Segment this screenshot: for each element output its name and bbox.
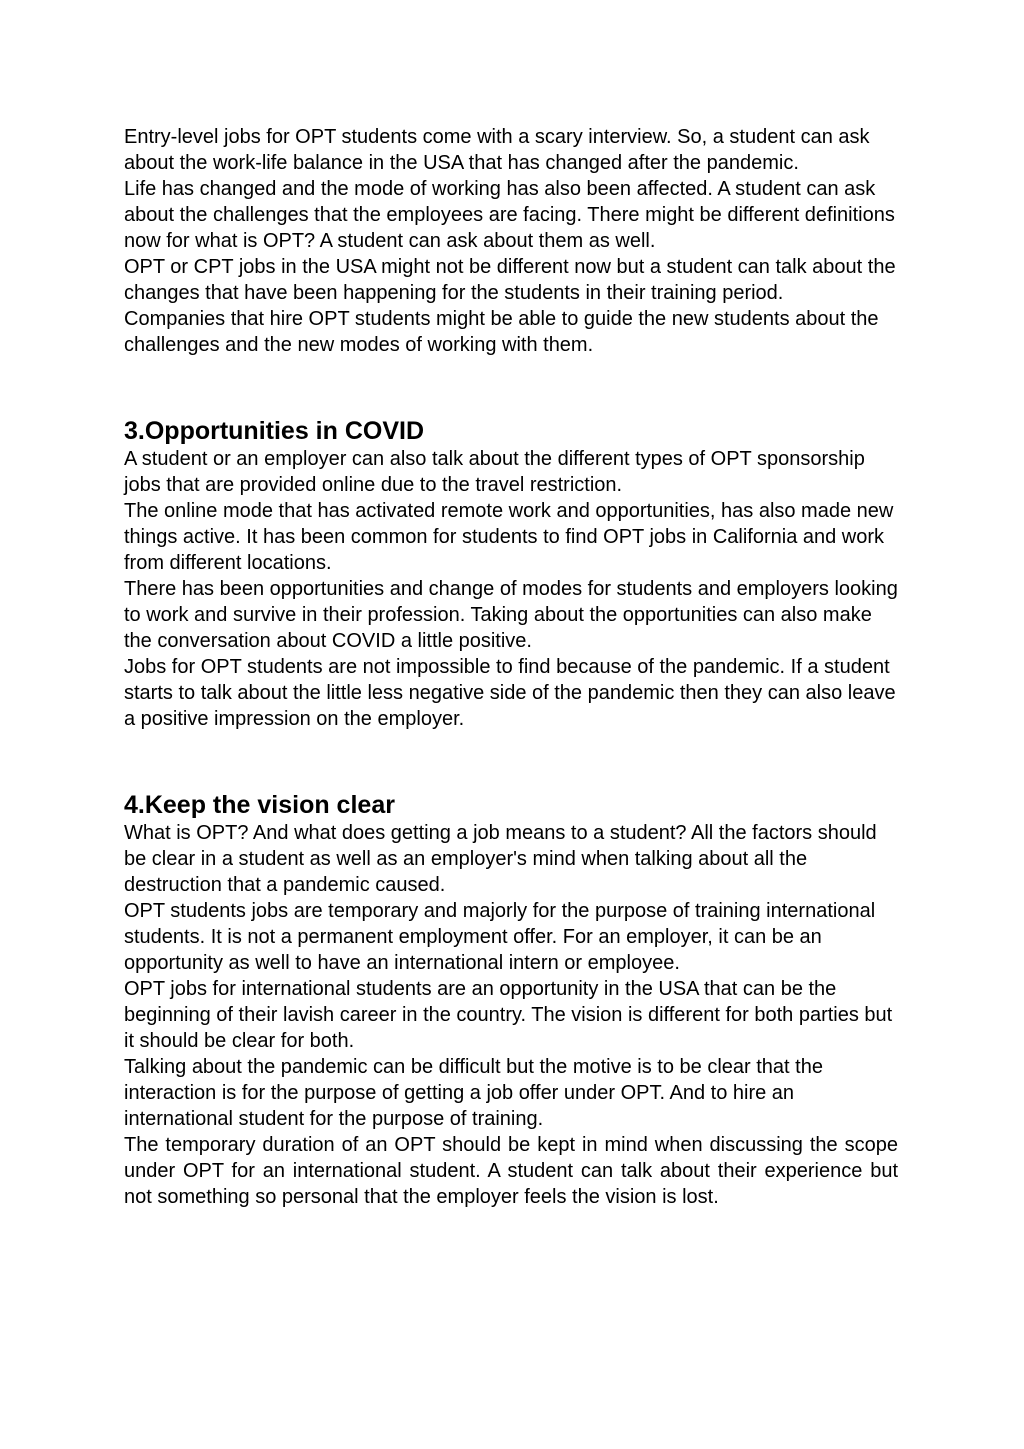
section-keep-the-vision-clear bbox=[124, 790, 898, 1210]
intro-paragraph: Companies that hire OPT students might be able to guide the new students about the challenges and the new modes of working with them. bbox=[124, 308, 879, 356]
intro-paragraph: Entry-level jobs for OPT students come with a scary interview. So, a student can ask about the work-life balance in the USA that has changed after the pandemic. bbox=[124, 126, 870, 174]
intro-paragraph: OPT or CPT jobs in the USA might not be different now but a student can talk about the changes that have been happening for the students in their training period. bbox=[124, 256, 896, 304]
intro-section bbox=[124, 124, 898, 358]
section-paragraph: Talking about the pandemic can be difficult but the motive is to be clear that the interaction is for the purpose of getting a job offer under OPT. And to hire an international student for the purpose of training. bbox=[124, 1056, 823, 1130]
section-paragraph: There has been opportunities and change of modes for students and employers looking to work and survive in their profession. Taking about the opportunities can also make the conversation about COVID a little positive. bbox=[124, 578, 898, 652]
section-paragraph: The online mode that has activated remote work and opportunities, has also made new things active. It has been common for students to find OPT jobs in California and work from different locations. bbox=[124, 500, 894, 574]
section-paragraph: What is OPT? And what does getting a job means to a student? All the factors should be clear in a student as well as an employer's mind when talking about all the destruction that a pandemic caused. bbox=[124, 822, 877, 896]
section-heading: 4.Keep the vision clear bbox=[124, 791, 395, 819]
section-opportunities-in-covid bbox=[124, 416, 898, 732]
section-paragraph: Jobs for OPT students are not impossible to find because of the pandemic. If a student starts to talk about the little less negative side of the pandemic then they can also leave a positive impression on the employer. bbox=[124, 656, 896, 730]
section-paragraph: OPT students jobs are temporary and majorly for the purpose of training international students. It is not a permanent employment offer. For an employer, it can be an opportunity as well to have an international intern or employee. bbox=[124, 900, 876, 974]
section-paragraph: OPT jobs for international students are an opportunity in the USA that can be the beginning of their lavish career in the country. The vision is different for both parties but it should be clear for both. bbox=[124, 978, 893, 1052]
intro-paragraph: Life has changed and the mode of working has also been affected. A student can ask about the challenges that the employees are facing. There might be different definitions now for what is OPT? A student can ask about them as well. bbox=[124, 178, 895, 252]
section-paragraph: The temporary duration of an OPT should be kept in mind when discussing the scope under OPT for an international student. A student can talk about their experience but not something so personal that the employer feels the vision is lost. bbox=[124, 1134, 898, 1208]
section-paragraph: A student or an employer can also talk about the different types of OPT sponsorship jobs that are provided online due to the travel restriction. bbox=[124, 448, 865, 496]
section-heading: 3.Opportunities in COVID bbox=[124, 417, 425, 445]
document-page bbox=[124, 124, 898, 1210]
